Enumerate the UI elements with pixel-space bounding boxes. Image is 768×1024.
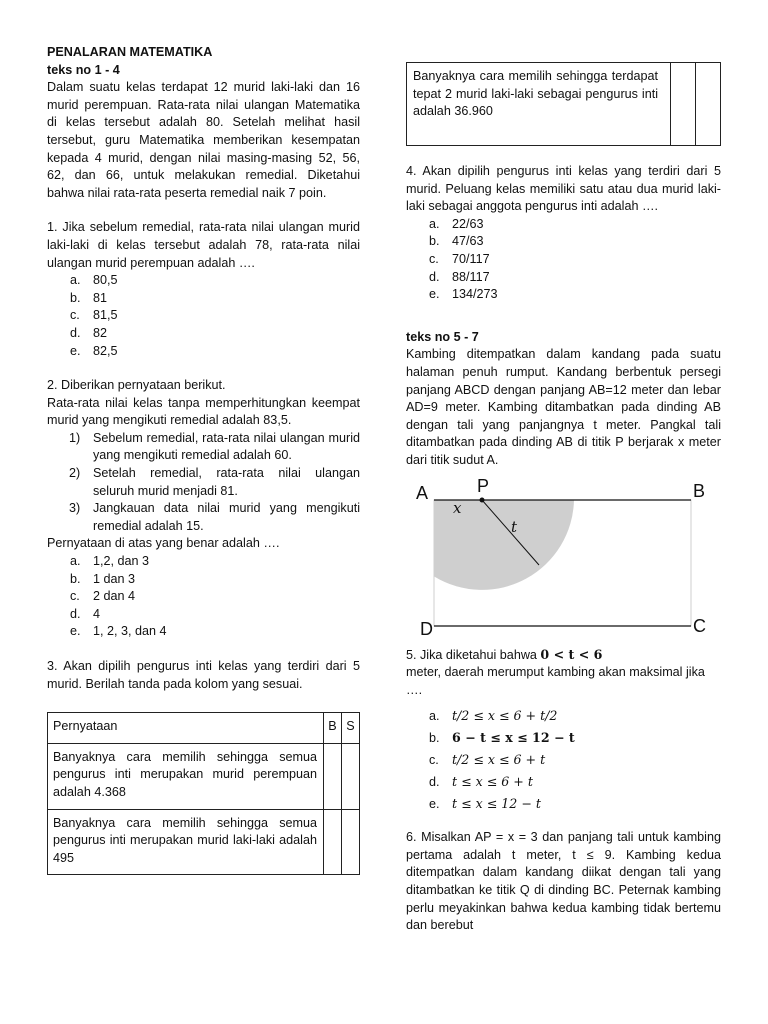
option-item[interactable]: c. 2 dan 4 — [70, 589, 136, 604]
check-cell-b[interactable] — [324, 809, 342, 875]
option-item[interactable]: b. 6 − t ≤ x ≤ 12 − t — [429, 730, 575, 746]
label-t: t — [511, 517, 518, 536]
question-2: 2. Diberikan pernyataan berikut. — [47, 378, 226, 393]
table-header-row — [48, 713, 360, 744]
option-item[interactable]: e. 82,5 — [70, 343, 118, 358]
question-2-options — [47, 553, 360, 641]
goat-pen-diagram — [406, 472, 721, 642]
anchor-point-p — [480, 497, 485, 502]
question-1: 1. Jika sebelum remedial, rata-rata nilai ulangan murid laki-laki di kelas tersebut adalah 78, rata-rata nilai ulangan murid perempuan adalah …. — [47, 220, 360, 270]
option-item[interactable]: d. 88/117 — [429, 269, 490, 284]
check-cell-s[interactable] — [696, 63, 721, 146]
option-item[interactable]: a. t/2 ≤ x ≤ 6 + t/2 — [429, 708, 558, 724]
question-4-options — [406, 216, 721, 304]
section-title: PENALARAN MATEMATIKA — [47, 45, 213, 59]
option-item[interactable]: e. 134/273 — [429, 287, 498, 302]
label-d: D — [420, 618, 433, 639]
question-5-condition: 0 < t < 6 — [540, 646, 603, 662]
label-b: B — [693, 480, 706, 501]
option-item[interactable]: e. 1, 2, 3, dan 4 — [70, 624, 167, 639]
question-2-ask: Pernyataan di atas yang benar adalah …. — [47, 536, 280, 551]
option-item[interactable]: a. 80,5 — [70, 273, 118, 288]
option-item[interactable]: b. 1 dan 3 — [70, 571, 136, 586]
goat-pen-figure — [406, 472, 721, 642]
question-3: 3. Akan dipilih pengurus inti kelas yang terdiri dari 5 murid. Berilah tanda pada kolom yang sesuai. — [47, 659, 360, 691]
option-item[interactable]: d. t ≤ x ≤ 6 + t — [429, 774, 533, 790]
right-column — [406, 62, 721, 935]
option-item[interactable]: c. 81,5 — [70, 308, 118, 323]
left-column — [47, 44, 360, 875]
check-cell-s[interactable] — [342, 743, 360, 809]
option-item[interactable]: b. 81 — [70, 290, 108, 305]
question-4: 4. Akan dipilih pengurus inti kelas yang terdiri dari 5 murid. Peluang kelas memiliki satu atau dua murid laki-laki sebagai anggota pengurus inti adalah …. — [406, 164, 721, 214]
question-2-statements — [47, 430, 360, 536]
table-row — [407, 63, 721, 146]
option-item[interactable]: b. 47/63 — [429, 234, 484, 249]
intro-paragraph: Dalam suatu kelas terdapat 12 murid laki-laki dan 16 murid perempuan. Rata-rata nilai ulangan Matematika di kelas tersebut adalah 80. Setelah melihat hasil tersebut, guru Matematika memberikan kesempatan kepada 4 murid, dengan nilai masing-masing 52, 56, 62, dan 66, untuk melakukan remedial. Diketahui bahwa nilai rata-rata peserta remedial naik 7 poin. — [47, 80, 360, 200]
option-item[interactable]: a. 1,2, dan 3 — [70, 554, 150, 569]
question-5-options — [406, 705, 721, 815]
table-header: B — [324, 713, 342, 744]
table-header: Pernyataan — [48, 713, 324, 744]
table-header: S — [342, 713, 360, 744]
statement-item: 2) Setelah remedial, rata-rata nilai ulangan seluruh murid menjadi 81. — [69, 466, 360, 498]
option-item[interactable]: d. 82 — [70, 325, 108, 340]
statement-item: 3) Jangkauan data nilai murid yang mengikuti remedial adalah 15. — [69, 501, 360, 533]
text-group-label: teks no 5 - 7 — [406, 329, 479, 344]
label-a: A — [416, 482, 429, 503]
table-row — [48, 809, 360, 875]
question-3-table-continued — [406, 62, 721, 146]
question-2-body: Rata-rata nilai kelas tanpa memperhitungkan keempat murid yang mengikuti remedial adalah 83,5. — [47, 395, 360, 428]
check-cell-b[interactable] — [671, 63, 696, 146]
option-item[interactable]: e. t ≤ x ≤ 12 − t — [429, 796, 541, 812]
question-5: 5. Jika diketahui bahwa 0 < t < 6 — [406, 646, 603, 662]
statement-item: 1) Sebelum remedial, rata-rata nilai ulangan murid yang mengikuti remedial adalah 60. — [69, 430, 360, 463]
option-item[interactable]: a. 22/63 — [429, 216, 484, 231]
table-row — [48, 743, 360, 809]
question-6: 6. Misalkan AP = x = 3 dan panjang tali untuk kambing pertama adalah t meter, t ≤ 9. Kambing kedua ditempatkan dalam kandang diikat dengan tali yang ditambatkan ke titik Q di dinding BC. Peternak kambing perlu meyakinkan bahwa kedua kambing tidak bertemu dan berebut — [406, 830, 721, 933]
option-item[interactable]: c. t/2 ≤ x ≤ 6 + t — [429, 752, 546, 768]
check-cell-b[interactable] — [324, 743, 342, 809]
table-cell: Banyaknya cara memilih sehingga semua pengurus inti merupakan murid perempuan adalah 4.368 — [48, 743, 324, 809]
question-1-options — [47, 272, 360, 360]
option-item[interactable]: c. 70/117 — [429, 251, 490, 266]
intro-paragraph-2: Kambing ditempatkan dalam kandang pada suatu halaman penuh rumput. Kandang berbentuk persegi panjang ABCD dengan panjang AB=12 meter dan lebar AD=9 meter. Kambing ditambatkan pada dinding AB dengan tali yang panjangnya t meter. Pangkal tali ditambatkan pada dinding AB di titik P berjarak x meter dari titik sudut A. — [406, 347, 721, 467]
table-cell: Banyaknya cara memilih sehingga terdapat tepat 2 murid laki-laki sebagai pengurus inti adalah 36.960 — [407, 63, 671, 146]
option-item[interactable]: d. 4 — [70, 606, 101, 621]
label-p: P — [477, 475, 490, 496]
label-x: x — [453, 498, 462, 517]
label-c: C — [693, 615, 706, 636]
check-cell-s[interactable] — [342, 809, 360, 875]
table-cell: Banyaknya cara memilih sehingga semua pengurus inti merupakan murid laki-laki adalah 495 — [48, 809, 324, 875]
question-3-table — [47, 712, 360, 875]
text-group-label: teks no 1 - 4 — [47, 62, 120, 77]
question-5-cont: meter, daerah merumput kambing akan maksimal jika …. — [406, 665, 705, 697]
